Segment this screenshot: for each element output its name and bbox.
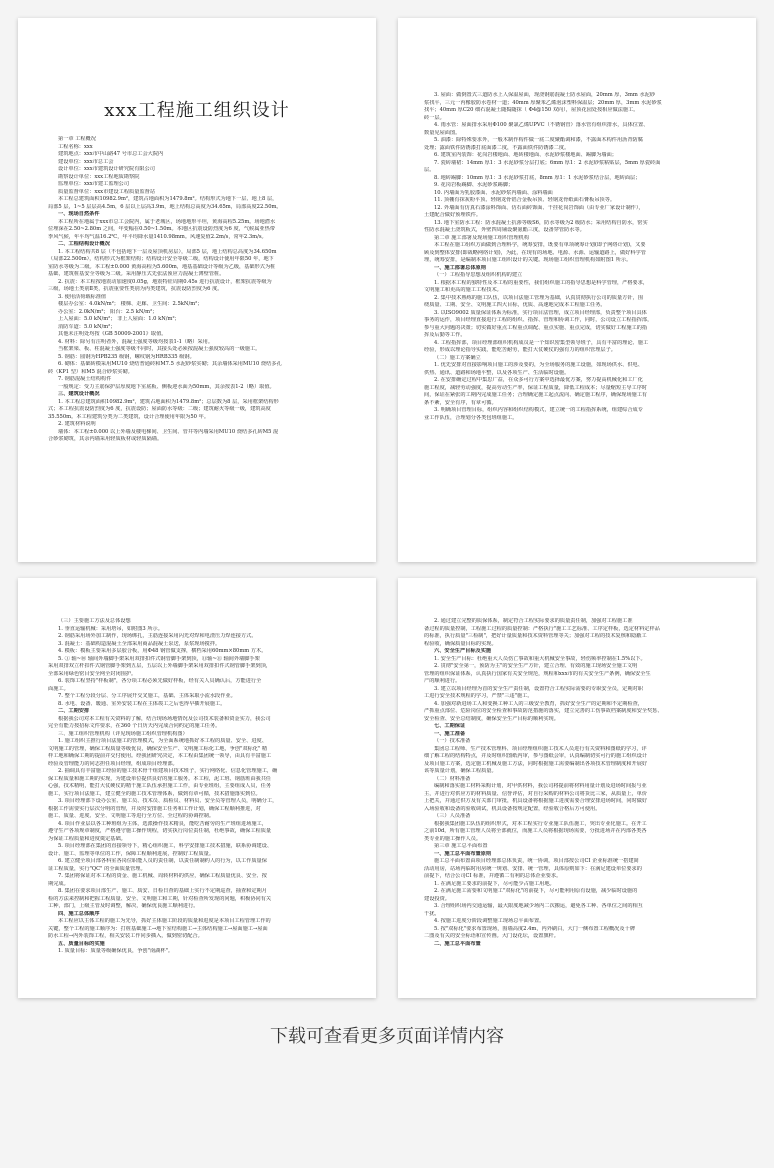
text-line: 编制和落实施工材料采购计划，对甲供材料，我公司将提前将材料用量计划及进场时间报与业 xyxy=(434,783,647,789)
text-line: 上人屋面：5.0 kN/m²； 非上人屋面：1.0 kN/m²； xyxy=(58,316,180,322)
text-line: 七、工期保证 xyxy=(434,723,466,729)
text-line: 其他未注明处均按《GB 50009-2001》取值。 xyxy=(58,331,167,337)
text-line: 砖（KP1 型）和M5 混合砂浆实砌。 xyxy=(48,368,133,375)
text-line: 基础，建筑桩基安全等级为二级。采用静压式先张法预应力混凝土薄壁管桩。 xyxy=(48,271,225,277)
text-line: 顾及到整体安排(即战略网络计划)，为此，在现有的场地、电源、水源、运输道路上，做好科学管 xyxy=(424,249,646,256)
text-line: 当框架梁、板、柱混凝土强度等级不同时，其接头处必须按混凝土强度较高的一级施工。 xyxy=(58,346,261,352)
text-line: 期完成。 xyxy=(48,880,69,887)
text-line: 施工程度，减轻劳动强度，提高劳动生产率，保证工程质量，降低工程成本；尽量缩短主导工序时 xyxy=(424,384,648,391)
text-line: 采用双排双立杆扣件式钢管脚手架到五层，五层以上外墙脚手架采用双排扣件式钢管脚手架到顶， xyxy=(48,663,272,669)
text-line: （局部22.500m），结构形式为框架结构；结构设计安全等级二级，结构设计使用年限50 年，地下 xyxy=(48,256,274,262)
text-line: 供热、通讯、道路和场地平整，以及各项生产、生活临时设施。 xyxy=(424,369,570,376)
text-line: 入场验收和设备的验收调试，机具设备按规定配置，经验收合格后方可使用。 xyxy=(424,805,601,812)
text-line: 局部5 层，1~5 层层高4.5m，6 层以上层高3.9m，地上结构总高度为34.65m，局部高度22.50m。 xyxy=(48,203,282,210)
text-line: 位埋深在2.50~2.80m 之间，年变幅在0.50~1.50m。本地区抗震设防烈度为6 度，气候属亚热带 xyxy=(48,226,275,232)
text-line: 砖一层。 xyxy=(424,114,445,121)
text-line: 一、施工准备 xyxy=(434,730,466,737)
text-line: 一、施工总平面布置原则 xyxy=(434,850,492,857)
text-line: 7. 瓷砖墙裙：14mm 厚1：3 水泥砂浆分层打底；6mm 厚1：2 水泥砂浆粘贴层，5mm 厚瓷砖面 xyxy=(434,159,661,166)
text-line: 一般规定：受力主筋保护层厚度地下室底板、侧板迎水面为50mm，其余按表1-2（略）取值。 xyxy=(58,383,275,390)
text-line: 性防水混凝土浇筑板式，外壁四周铺设聚氨酯三度，设备穿管防水等。 xyxy=(424,227,585,233)
text-line: 为保证工程质量和进度奠定基础。 xyxy=(48,835,126,842)
text-line: 根据我集团施工队伍的组织形式，对本工程实行专业施工队伍施工，突出专业化施工。在开工 xyxy=(434,820,647,827)
document-page-2 xyxy=(398,18,756,562)
text-line: 6. 砌体：基础砖模采用MU10 烧结普通砖和M7.5 水泥砂浆实砌；其余墙体采用MU10 烧结多孔 xyxy=(58,361,282,367)
text-line: 浆找平，三元一丙橡胶防水卷材一道；40mm 厚聚苯乙烯泡沫塑料保温层；20mm 厚，3mm 水泥砂浆 xyxy=(424,99,662,106)
text-line: 监理单位：xxx市建工监理公司 xyxy=(58,181,130,187)
text-line: 五、质量目标的实施 xyxy=(58,940,105,947)
text-line: 4. 工程指挥部，项目经理部组织机构成员是一个知识密集型领导班子，具有丰富的理论、施工 xyxy=(434,339,649,346)
text-line: 2. 在满足施工需要和文明施工"双标化"的前提下，尽可能利用原有设施，减少临时设施的 xyxy=(434,888,638,894)
page-3-body xyxy=(48,618,346,956)
text-line: 二、工程结构设计概况 xyxy=(58,241,110,247)
text-line: 证工程质量，实行"QC" 的全面质量管理。 xyxy=(48,865,146,872)
text-line: 全部采用绿色密目安全网全封闭围护。 xyxy=(48,670,137,677)
text-line: 的标准，执行质量"三检制"，把好计量质量和技术资料管理等关；加强对工程的技术复核和隐蔽工 xyxy=(424,633,647,639)
text-line: 上把关，并通过供方及有关部门审批，机具设备将根据施工进度需要合理安排进场时间，同时做好 xyxy=(424,798,648,804)
text-line: 勘察设计单位：xxx工程地质勘察院 xyxy=(58,173,140,180)
text-line: 活动用房，站场内临时用房统一规划、安排、统一管理，具体原则如下：在满足建设单位要求的 xyxy=(424,865,642,872)
text-line: 施工总平面布置由项目经理部总体负责，统一协调，项目部按公司CI 企业标准统一搭建简 xyxy=(434,858,639,864)
text-line: 1. 施工组织主推行项目法施工的管理模式，为全面系统地抓好本工程的质量、安全、进度、 xyxy=(58,738,267,744)
text-line: 第二章 施工部署及现场施工组织管理机构 xyxy=(434,234,530,241)
document-page-3 xyxy=(18,578,376,998)
text-line: 4. 按施工进度分阶段调整施工现场总平面布置。 xyxy=(434,918,545,924)
text-line: 间，保证在紧张的工期内完成施工任务；合理确定施工起点流向、确定施工程序，确保现场施工有 xyxy=(424,392,648,398)
text-line: 室防水等级为二级。本工程±0.000 黄海高程为5.600m，地基基础设计等级为乙级，基础形式为桩 xyxy=(48,263,276,270)
text-line: 工程名称：xxx xyxy=(58,143,93,150)
text-line: 5. 油漆：除特殊要求外，一般木制作构件做一底二度聚酯调和漆，不露面木构件用沥青防腐 xyxy=(434,137,643,143)
text-line: 35.550m。本工程建筑分类为二类建筑，设计合理使用年限为50 年。 xyxy=(48,413,210,420)
text-line: 4. 项目作业层以各工种班组为主体，选派操作技术精良，能吃苦耐劳的生产班组进场施工， xyxy=(58,820,267,827)
text-line: 数量见屋面图。 xyxy=(424,129,461,136)
text-line: 楼层办公室：4.0kN/m²； 楼梯、走廊、卫生间：2.5kN/m²； xyxy=(58,301,203,307)
document-page-1 xyxy=(18,18,376,562)
text-line: （一）技术准备 xyxy=(434,738,471,744)
text-line: 3. 以ISO9002 质量保证体系为标准，实行项目法管理，成立项目经理部，负责整个项目具体 xyxy=(434,309,647,316)
text-line: 6. 建筑室内装饰：花岗岩楼地面、地砖楼地面、水泥砂浆楼地面、踢脚为墙面； xyxy=(434,152,617,158)
text-line: 1. 垂直运输机械：采用塔吊，如附图3 所示。 xyxy=(58,625,163,632)
text-line: 第一章 工程概况 xyxy=(58,136,96,142)
text-line: 二、施工总平面布置 xyxy=(434,940,481,947)
text-line: 2. 抗震：本工程按地震动加速度0.05g，地震特征周期0.45s 进行抗震设计，框架抗震等级为 xyxy=(58,278,272,285)
text-line: 1. 质量目标：质量等级确保优良，争创"南湖杯"。 xyxy=(58,948,174,954)
text-line: 经验及管理能力的同志担任项目经理，组成项目经理部。 xyxy=(48,760,178,767)
text-line: 2. 在安排确定过程中集思广益，在众多可行方案中选择最优方案，努力提高机械化和工厂化 xyxy=(434,377,643,383)
text-line: 本工程总建筑面积10982.9m²，建筑占地面积为1479.8m²。结构形式为地下一层、地上8 层， xyxy=(58,196,278,202)
text-line: 三、施工组织管理机构（详见现场施工组织管理机构图） xyxy=(58,730,188,737)
text-line: 5. 按"双标化"要求布置现场，围墙高度2.4m，内外刷白，大门一侧布置工程概况及十牌 xyxy=(434,925,635,932)
text-line: 7. 集团将保证对本工程的资金、施工机械、周转材料的供应，确保工程质量优良、安全、按 xyxy=(58,873,267,879)
text-line: 1. 安全生产目标：杜绝重大人员伤亡事故和重大机械安全事故，轻伤频率控制在1.5%以下。 xyxy=(434,655,646,662)
text-line: 7. 钢筋混凝土结构构件 xyxy=(58,376,112,382)
text-line: 设计、施工、监理等单位的工作，保障工程顺利进展，控制好工程质量。 xyxy=(48,850,215,857)
text-line: 2. 通过建立完整的质保体系，制定符合工程实际要求的质量责任制，加强对工程施工准 xyxy=(434,618,633,624)
text-line: 三、建筑设计概况 xyxy=(58,391,100,397)
text-line: 8. 集团在要求项目部生产、施工、质安、日检日查的基础上实行不定期巡查，抽查和定期月 xyxy=(58,888,267,894)
text-line: 管理的组织保证体系，认真执行国家有关安全规范，规程和xxx市的有关安全生产条例，确保安全生 xyxy=(424,670,651,677)
text-line: 3. 使用活荷载标准值 xyxy=(58,293,107,300)
text-line: 处理；露面铁件防锈漆打底面漆二度，不露面铁件防锈漆二度。 xyxy=(424,144,570,151)
text-line: 三级，场地土类别Ⅱ类，抗震重要性类别为丙类建筑，抗震设防烈度为6 度。 xyxy=(48,286,223,292)
document-title: xxx工程施工组织设计 xyxy=(104,100,290,121)
text-line: 1. 优先安排对直接影响项目施工的涉及要的，为全场服务的施工设施，如现场供水、供电、 xyxy=(434,362,643,368)
text-line: 文明施工和更高的施工工程技术。 xyxy=(424,287,502,293)
text-line: 层。 xyxy=(424,167,435,173)
text-line: 7. 整个工程分段分层、分工序展开交叉施工，基础、主体采取小流水段作业。 xyxy=(58,693,236,699)
text-line: （二）材料准备 xyxy=(434,775,471,782)
page-2-body xyxy=(424,92,732,422)
text-line: 建筑地点：xxx市中山路47 号市总工会大院内 xyxy=(58,151,164,157)
text-line: （二）施工方案确立 xyxy=(434,354,481,361)
text-line: 遵守生产各项规章制度，严格遵守施工操作规程，切实执行岗位责任制，杜绝事故，确保工程质量 xyxy=(48,828,272,834)
text-line: 安全检查、安全总结制度，确保安全生产目标的顺利实现。 xyxy=(424,715,559,722)
text-line: 程验收，确保质量目标的实现。 xyxy=(424,640,497,647)
text-line: 业工作队伍，合理划分各类包班组施工。 xyxy=(424,414,518,421)
text-line: 根据我公司对本工程有关资料的了解，结合现场场地情况及公司技术装备和资金实力，我公司 xyxy=(58,715,271,722)
text-line: 3. 合理组织场内交通运输，最大限度地减少场内二次搬运，避免各工种、各单位之间的相互 xyxy=(434,903,643,909)
page-1-body xyxy=(48,136,346,444)
text-line: 3. 明确项目管理目标，组织内容和组织结构模式，建立统一的工程指挥系统，组建综合成专 xyxy=(434,407,643,413)
text-line: 参与重大问题的决策；切实做好重点工程重点调配、重点实施、重点完成，切实做好工程施工的指 xyxy=(424,324,648,331)
text-line: 1. 本工程总建筑面积10982.9m²，建筑占地面积为1479.8m²；总层数为8 层，采用框架结构形 xyxy=(58,398,279,405)
text-line: 5. ① 轴~⑩ 轴间外墙脚手架采用双排扣件式钢管脚手架到顶，⑪轴~⑪ 轴间外墙脚手架 xyxy=(58,655,260,662)
text-line: （一）工程指导思想及组织机构的建立 xyxy=(434,272,523,278)
text-line: 一、施工部署总体原则 xyxy=(434,264,486,271)
text-line: 工种，部门，上级主管及时调整，解决，确保优良施工顺利进行。 xyxy=(48,903,199,909)
text-line: 前提下，结合公司CI 标准，并遵循二有利的总体企业要求。 xyxy=(424,873,562,879)
text-line: 2. 建筑材料说明 xyxy=(58,421,96,427)
text-line: 四、施工总体顺序 xyxy=(58,910,100,917)
text-line: 3. 建立以项目经理为首的安全生产责任制，设置符合工程实际需要的专职安全员，定期对职 xyxy=(434,685,643,692)
text-line: 消防车道：5.0 kN/m²； xyxy=(58,323,116,330)
page-4-body xyxy=(424,618,732,948)
text-line: 6. 装饰工程坚持"样板制"，各分项工程必须先做好样板，经有关人员确认后，方能进行全 xyxy=(58,678,262,684)
text-line: 10. 内墙面为乳胶漆面、水泥砂浆内墙面、涂料墙面 xyxy=(434,189,553,196)
text-line: 季风气候，年平均气温16.2℃，年平均降水量1410.98mm。风速复值2.2m/s，常年2.3m/s。 xyxy=(48,233,267,240)
text-line: 心强，技术精明，能打大仗硬仗的精干施工队伍承担施工工作，由专业班组，主要组成人员，任务 xyxy=(48,783,272,789)
text-line: 6. 建立健全项目部各科室各岗位职能人员的责任制，以责任制制约人的行为，以工作质量保 xyxy=(58,858,267,864)
text-line: 2. 钢筋采用场外加工制作，现场绑扎，主筋连接采用闪光对焊和电渣压力焊连接方式。 xyxy=(58,633,257,639)
text-line: 严抓重点部位、危险岗位的安全检查和事故防范措施的落实，建立完善的工伤事故档案制度和安全奖惩、 xyxy=(424,708,663,714)
text-line: 主，并进行对供应方的材料质量、信誉评估，对自行采购的材料公司将货比三家，从质量上，单价 xyxy=(424,790,648,797)
text-line: 土建配合做好预埋铁件。 xyxy=(424,212,482,218)
text-line: 挥及后勤等工作。 xyxy=(424,332,466,338)
text-line: 根据工作需要实行层次分明的管理，并及时安排施工任务和工作计划，确保工程顺利推进，对 xyxy=(48,805,261,812)
text-line: 3. 项目经理部下设办公室、施工员、技术员、质检员、材料员、安全员等管理人员，明确分工， xyxy=(58,798,278,804)
text-line: 式；本工程抗震设防烈度为6 度，抗震设防；屋面防水等级：二级；建筑耐火等级一级，建筑高度 xyxy=(48,406,271,412)
text-line: 9. 花岗岩板踢脚、水泥砂浆踢脚； xyxy=(434,182,514,188)
text-line: 墙体：本工程±0.000 以上外墙及楼电梯间、卫生间、管井等内墙采用MU10 烧结多孔砖M5 混 xyxy=(58,428,279,435)
text-line: 面施工。 xyxy=(48,685,69,692)
text-line: 经验，形成以理论指导实践，能吃苦耐劳，能打大仗硬仗的强有力的组织管理层子。 xyxy=(424,347,616,353)
text-line: 3. 屋面：做倒置式三道防水上人保温屋面，现浇钢筋混凝土防水屋面，20mm 厚，3mm 水泥砂 xyxy=(434,92,656,98)
text-line: 5. 钢筋：圆钢为HPB235 级钢，螺纹钢为HRB335 级钢。 xyxy=(58,353,195,360)
text-line: 本工程所在地属于xxx市总工会院内，属于老城区，场地地形平坦，黄海高程5.25m。场地潜水 xyxy=(58,218,276,225)
text-line: 施工，实行项目法施工，建立健全的施工技术管理体系，做到有章可循，技术措施落实到位。 xyxy=(48,790,261,797)
text-line: 设计单位：xxx市建筑设计研究院有限公司 xyxy=(58,166,155,172)
text-line: 8. 地砖踢脚：10mm 厚1：3 水泥砂浆打底，8mm 厚1：1 水泥砂浆结合层，地砖面层； xyxy=(434,174,641,181)
text-line: 干扰。 xyxy=(424,910,440,917)
text-line: 二图及有关的安全标语和宣传画。大门设花坛，设置旗杆。 xyxy=(424,933,559,939)
text-line: 5. 项目经理部在集团的直接领导下，精心组织施工，科学安排施工技术措施，联系协调建设、 xyxy=(58,843,273,849)
text-line: 该等质量计划，确保工程质量。 xyxy=(424,768,497,774)
text-line: 8. 水电、设备、暖通、室外安装工程在主体竣工之后也得早插开展施工。 xyxy=(58,700,226,707)
text-line: 4. 雨水管：屋面排水采用Φ100 聚氯乙烯UPVC（不锈钢管）落水管有组织排水，具体位置、 xyxy=(434,122,649,128)
text-line: 本工程应以主体工程的施工为先导，抓好主体施工阶段的质量和进度是本项目工程管理工作的 xyxy=(58,918,271,924)
text-line: 2. 贯彻"安全第一，预防为主"的安全生产方针，建立合理、有效的施工现场安全施工文明 xyxy=(434,663,638,669)
text-line: 合砂浆砌筑，其余内墙采用轻质板材或轻质隔墙。 xyxy=(48,436,163,442)
text-line: 关键，整个工程的施工顺序为：打桩基础施工→地下室结构施工→主体结构施工→屋面施工→屋面 xyxy=(48,925,268,932)
text-line: 4. 模板：模板主要采用多层胶合板，用Φ48 钢管做支撑，横档采用60mm×80mm 方木。 xyxy=(58,648,267,654)
text-line: 文明施工的管理，确保工程质量等级优良，确保安全生产、文明施工标化工地，争创"双标化" 精 xyxy=(48,745,268,752)
text-line: 保工程质量和施工期的实现，为建设单位提供良好的施工服务。本工程，泥工班、钢筋班由我共任 xyxy=(48,775,272,782)
text-line: 细了解工程的结构特点，并及时组织图纸内审，参与图纸会审，认真编制切实可行的施工组织设计 xyxy=(424,753,648,759)
text-line: 本工程在施工组织方面做到合理科学，统筹安排，既要有单项统筹计划(即子网络计划)，又要 xyxy=(434,242,646,248)
text-line: 绕质量、工期、安全、文明施工四大目标，优质、高速地完成本工程施工任务。 xyxy=(424,302,606,308)
text-line: 1. 本工程结构共8 层（不包括地下一层及屋顶机房层），局部5 层，地上结构总高度为34.650m xyxy=(58,248,277,255)
text-line: （三）主要施工方法及总体设想 xyxy=(58,618,131,624)
text-line: 集团总工程师、生产技术管理科、项目经理组织施工技术人员进行有关资料和图纸的学习，详 xyxy=(434,745,647,752)
text-line: 施工、质量、进度、安全、文明施工等进行全方位、全过程的协调控制。 xyxy=(48,813,215,819)
text-line: 第三章 施工总平面布置 xyxy=(434,843,488,849)
text-line: 备过程的质量控制，工程施工过程的质量控制：严格执行"施工工艺标准、工序定样板，选定材料定样品 xyxy=(424,625,660,632)
text-line: 质量监督单位：xxx市建设工程质量监督站 xyxy=(58,188,155,195)
text-line: 条不紊，安全有序，有章可循。 xyxy=(424,399,497,406)
text-line: 4. 加强对新进场工人和变换工种工人的三级安全教育，抓好安全生产的定期和不定期检查， xyxy=(434,700,643,707)
text-line: 及项目施工方案，选定施工机械及施工方法，同时根据施工需要编制出各项技术管理制度和开展好 xyxy=(424,760,648,767)
download-more-caption[interactable]: 下载可查看更多页面详情内容 xyxy=(270,1026,504,1047)
text-line: 二、工期安排 xyxy=(58,708,90,714)
text-line: 事务的运作，项目经理直接进行工程的组织、指挥、管理和协调工作，同时，公司设立工程指挥部， xyxy=(424,317,653,323)
text-line: 办公室：2.0kN/m²； 阳台：2.5 kN/m²； xyxy=(58,308,158,315)
text-line: 12. 外墙面有仿真石漆涂料饰面、仿石面砖饰面、干挂花岗岩饰面（由专业厂家设计制作）， xyxy=(434,204,644,211)
text-line: 检的方法来控制和把握工程质量、安全、文明施工和工期，针对检查所发现的问题，积极协同有关 xyxy=(48,895,272,902)
text-line: 1. 在满足施工要求的前提下，尽可能少占施工用地。 xyxy=(434,880,555,887)
text-line: 2. 集中技术熟练的施工队伍，以项目法施工管理为基础，认真贯彻执行公司的质量方针，围 xyxy=(434,294,643,301)
text-line: 样工地和确保工期的提前并交付使用。经我团研究决定，本工程由集团统一领导，由具有丰富施工 xyxy=(48,753,272,759)
text-line: 11. 顶棚有抹灰粉平顶、轻钢龙骨铝合金板吊顶、轻钢龙骨纸面石膏板吊顶等。 xyxy=(434,197,616,203)
text-line: 3. 混凝土：基础构造混凝土全部采用商品混凝土泵送，泵浆现场搅拌。 xyxy=(58,640,221,647)
text-line: 4. 材料：除另有注明者外，混凝土强度等级均按表1-1（略）采用。 xyxy=(58,338,214,345)
text-line: 防水工程→内外装饰工程，相关安装工作同步插入，做到密切配合。 xyxy=(48,933,203,939)
text-line: 1. 根据本工程的独特性及本工程的重要性，我们组织施工的指导思想是科学管理，严格要求， xyxy=(434,279,649,286)
text-line: 理，统筹安排，是编制本项目施工组织设计的关键。现场施工组织管理机构如附图1 所示。 xyxy=(424,257,632,263)
text-line: 之前10d，所有施工管理人员将全部就位，而施工人员将根据现场需要，分批进场并在内部各类各 xyxy=(424,828,647,834)
text-line: 找平；40mm 厚C20 细石混凝土随捣随抹（ Φ4@150 双向），屋顶花园处按相应做法施工。 xyxy=(424,107,639,113)
text-line: 类专业的施工操作人员。 xyxy=(424,835,482,842)
text-line: 建设投资。 xyxy=(424,895,450,902)
text-line: 建设单位：xxx市总工会 xyxy=(58,158,114,165)
text-line: 工进行安全技术规程的学习，严禁"三违"施工。 xyxy=(424,693,533,699)
text-line: 产的顺利进行。 xyxy=(424,678,461,684)
document-page-4 xyxy=(398,578,756,998)
text-line: 2. 抽调具有丰富施工经验的施工技术骨干组建项目技术班子，实行网络化、信息化管理施工，确 xyxy=(58,768,278,774)
text-line: 完全有能力按招标文件要求，在360 个日历天内完成合同约定的施工任务。 xyxy=(48,723,221,729)
text-line: 六、安全生产目标及实施 xyxy=(434,648,492,654)
text-line: 13. 地下室防水工程：防水混凝土抗渗等级S6，防水等级为2 级防水；采用结构自防水，密实 xyxy=(434,219,648,226)
text-line: （三）人员准备 xyxy=(434,813,471,819)
text-line: 一、现场自然条件 xyxy=(58,211,100,217)
